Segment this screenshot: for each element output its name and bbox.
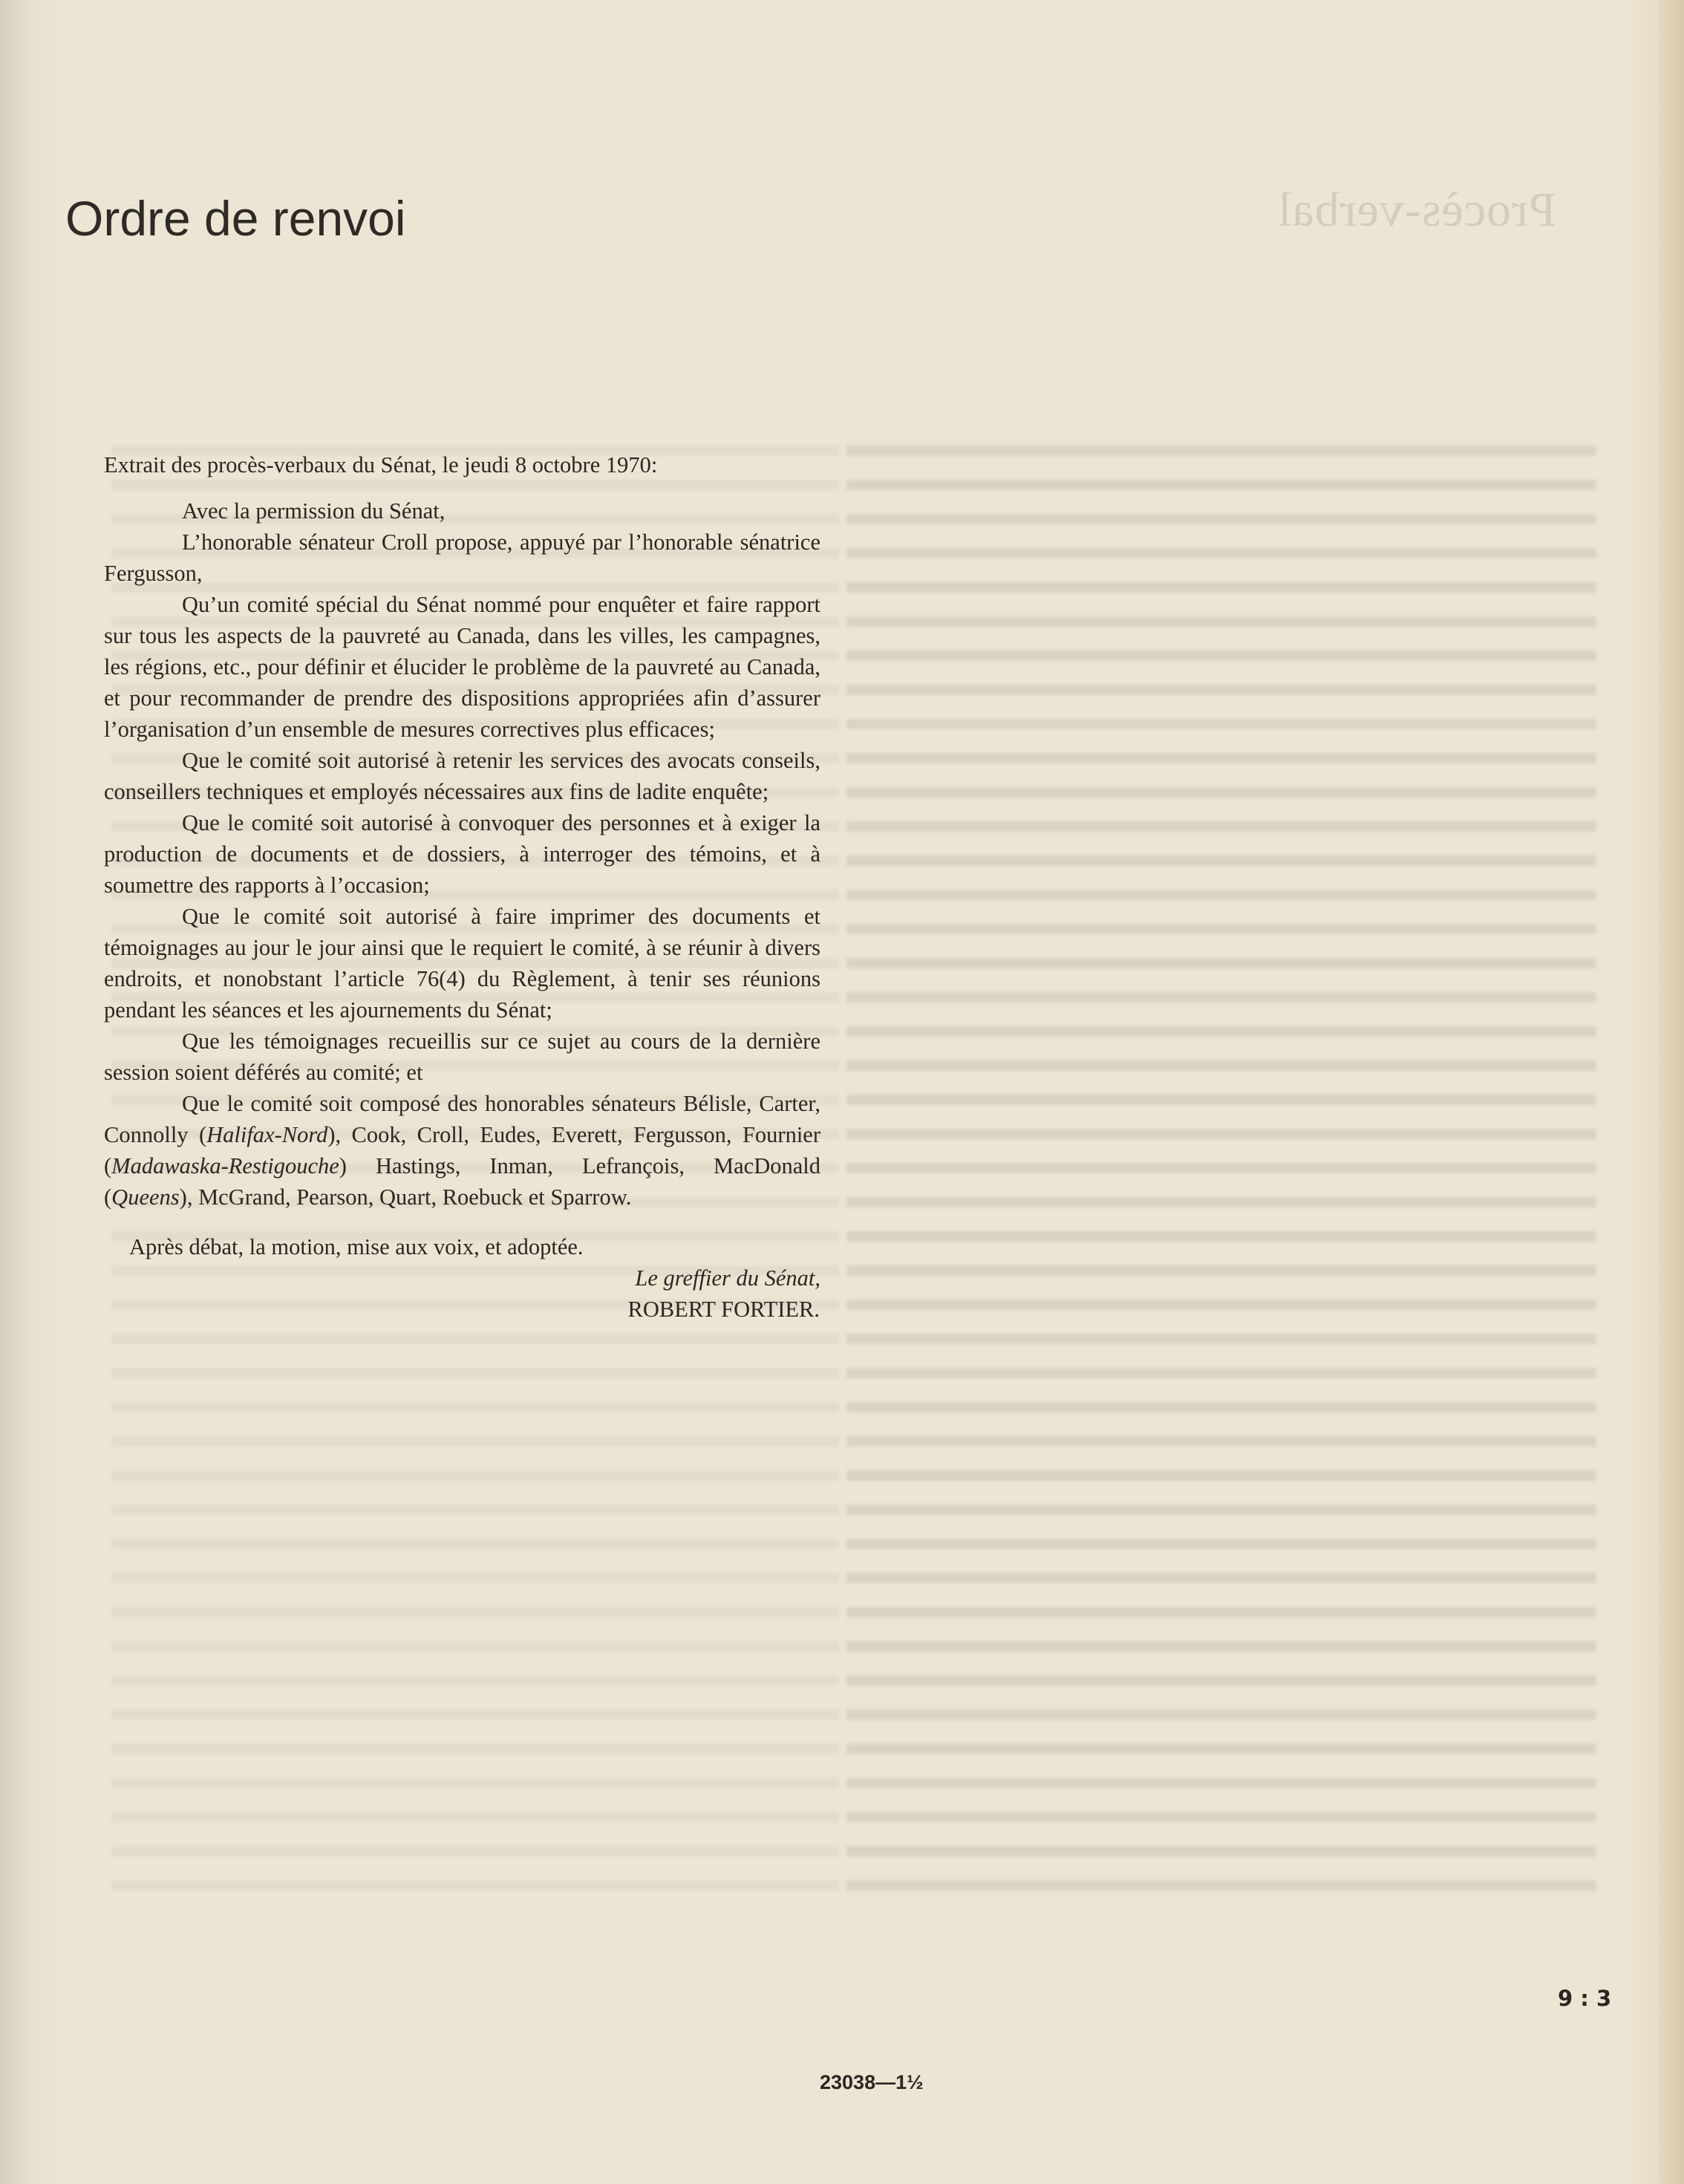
signature-name: ROBERT FORTIER.	[627, 1297, 820, 1322]
members-text-2: ), Cook, Croll, Eudes, Everett, Fergusson, Fournier (	[104, 1122, 820, 1179]
paragraph-committee-mandate: Qu’un comité spécial du Sénat nommé pour enquêter et faire rapport sur tous les aspects de la pauvreté au Canada, dans les villes, les campagnes, les régions, etc., pour définir et élucider le problème de la pauvreté au Canada, et pour recommander de prendre des dispositions appropriées afin d’assurer l’organisation d’un ensemble de mesures correctives plus efficaces;	[104, 592, 820, 742]
bleed-through-title: Procès-verbal	[1277, 183, 1556, 237]
members-text-4: ), McGrand, Pearson, Quart, Roebuck et Sparrow.	[179, 1184, 632, 1210]
signature-block	[104, 1262, 820, 1325]
members-text-3: ) Hastings, Inman, Lefrançois, MacDonald (	[104, 1153, 820, 1210]
page-number: 9 : 3	[1558, 1986, 1612, 2011]
printer-code: 23038—1½	[820, 2071, 924, 2093]
bleed-through-text-right	[846, 446, 1596, 1894]
paragraph-counsel: Que le comité soit autorisé à retenir les services des avocats conseils, conseillers techniques et employés nécessaires aux fins de ladite enquête;	[104, 748, 820, 804]
conclusion-line: Après débat, la motion, mise aux voix, et adoptée.	[129, 1234, 584, 1259]
paragraph-evidence: Que les témoignages recueillis sur ce sujet au cours de la dernière session soient déférés au comité; et	[104, 1029, 820, 1085]
paragraph-members	[104, 1088, 820, 1213]
paragraph-printing: Que le comité soit autorisé à faire imprimer des documents et témoignages au jour le jour ainsi que le requiert le comité, à se réunir à divers endroits, et nonobstant l’article 76(4) du Règlement, à tenir ses réunions pendant les séances et les ajournements du Sénat;	[104, 904, 820, 1023]
members-riding-3: Queens	[111, 1184, 180, 1210]
signature-role: Le greffier du Sénat,	[635, 1265, 820, 1291]
members-riding-1: Halifax-Nord	[206, 1122, 328, 1147]
page-title: Ordre de renvoi	[65, 191, 406, 246]
intro-line: Extrait des procès-verbaux du Sénat, le jeudi 8 octobre 1970:	[104, 452, 658, 477]
page-edge	[1659, 0, 1684, 2184]
members-riding-2: Madawaska-Restigouche	[111, 1153, 339, 1179]
paragraph-motion: L’honorable sénateur Croll propose, appuyé par l’honorable sénatrice Fergusson,	[104, 529, 820, 586]
paragraph-permission: Avec la permission du Sénat,	[182, 498, 446, 524]
members-text-1: Que le comité soit composé des honorables sénateurs Bélisle, Carter, Connolly (	[104, 1091, 820, 1147]
document-body	[104, 449, 820, 1325]
paragraph-witnesses: Que le comité soit autorisé à convoquer des personnes et à exiger la production de documents et de dossiers, à interroger des témoins, et à soumettre des rapports à l’occasion;	[104, 810, 820, 898]
